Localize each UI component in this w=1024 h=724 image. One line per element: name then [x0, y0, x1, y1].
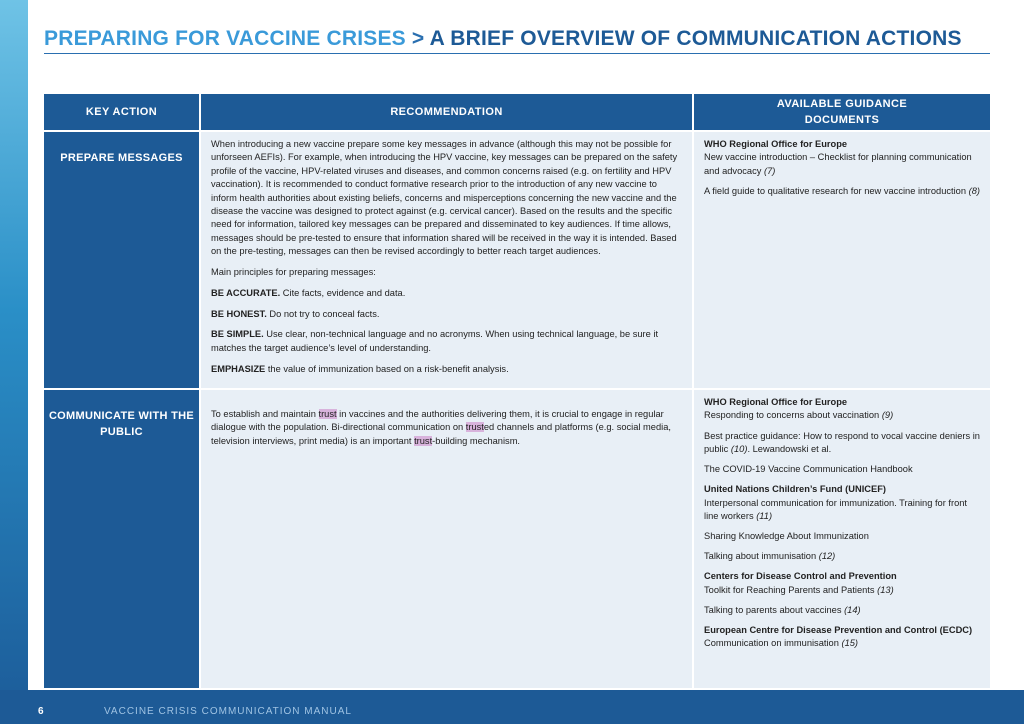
- document-entry: [704, 463, 982, 476]
- organization-name: WHO Regional Office for Europe: [704, 139, 848, 149]
- page-title: [44, 27, 962, 51]
- recommendation-text: To establish and maintain trust in vaccines and the authorities delivering them, it is crucial to engage in regular dialogue with the population. Bi-directional communication on trusted channels and platforms (e.g. social media, television interviews, print media) is an important trust-building mechanism.: [211, 409, 671, 446]
- document-entry: [704, 396, 982, 423]
- table-row-prepare-messages: [44, 130, 990, 388]
- organization-name: WHO Regional Office for Europe: [704, 397, 848, 407]
- reference-number: (14): [844, 604, 861, 615]
- organization-name: United Nations Children’s Fund (UNICEF): [704, 484, 886, 495]
- document-entry: [704, 483, 982, 523]
- page-number: 6: [38, 706, 44, 717]
- document-link[interactable]: The COVID-19 Vaccine Communication Handbook: [704, 464, 913, 474]
- principles-heading: Main principles for preparing messages:: [211, 267, 376, 278]
- reference-number: (9): [881, 410, 894, 421]
- reference-number: (8): [968, 185, 980, 196]
- title-part-1: PREPARING FOR VACCINE CRISES: [44, 27, 406, 50]
- document-link[interactable]: Talking about immunisation: [704, 551, 817, 562]
- document-entry: [704, 530, 982, 543]
- document-entry: [704, 624, 982, 651]
- header-key-action: KEY ACTION: [44, 94, 201, 130]
- reference-number: (11): [756, 510, 773, 521]
- organization-name: European Centre for Disease Prevention and Control (ECDC): [704, 624, 973, 635]
- search-highlight: trust: [465, 422, 484, 433]
- document-link[interactable]: A field guide to qualitative research for new vaccine introduction: [704, 185, 967, 196]
- table-header-row: [44, 94, 990, 130]
- manual-title: VACCINE CRISIS COMMUNICATION MANUAL: [104, 706, 352, 717]
- table-row-communicate-with-public: [44, 388, 990, 688]
- recommendation-intro: When introducing a new vaccine prepare some key messages in advance (although this may not be possible for unforseen AEFIs). For example, when introducing the HPV vaccine, key messages can be prepared on the safety profile of the vaccine, HPV-related viruses and diseases, and common concerns raised (e.g. on fertility and HPV vaccination). It is recommended to conduct formative research prior to the introduction of any new vaccine to inform health authorities about existing beliefs, concerns and misperceptions concerning the new vaccine and the disease the vaccine was designed to protect against (e.g. cervical cancer). Based on the results and the specific need for information, tailored key messages can be prepared and disseminated to key audiences. If time allows, messages should be pre-tested to ensure that information shared will be received in the way it is intended. Based on the pre-testing, messages can then be revised accordingly to better reach target audiences.: [211, 139, 678, 257]
- recommendation-cell: [201, 390, 694, 688]
- principle-item: BE HONEST. Do not try to conceal facts.: [211, 308, 380, 319]
- header-recommendation: RECOMMENDATION: [201, 94, 694, 130]
- reference-number: (12): [818, 551, 836, 562]
- document-entry: [704, 430, 982, 457]
- document-link[interactable]: New vaccine introduction – Checklist for planning communication and advocacy: [704, 152, 972, 176]
- guidance-documents-cell: [694, 390, 990, 688]
- key-action-cell: PREPARE MESSAGES: [44, 132, 201, 388]
- document-entry: [704, 138, 982, 178]
- key-action-cell: COMMUNICATE WITH THE PUBLIC: [44, 390, 201, 688]
- title-rule: [44, 53, 990, 54]
- title-separator: >: [411, 27, 425, 50]
- actions-table: [44, 94, 990, 688]
- document-author: . Lewandowski et al.: [747, 443, 832, 454]
- principle-item: BE ACCURATE. Cite facts, evidence and data.: [211, 287, 406, 298]
- document-entry: [704, 550, 982, 563]
- organization-name: Centers for Disease Control and Prevention: [704, 571, 897, 582]
- document-entry: [704, 604, 982, 617]
- guidance-documents-cell: [694, 132, 990, 388]
- reference-number: (15): [841, 638, 859, 649]
- document-link[interactable]: Communication on immunisation: [704, 638, 839, 649]
- document-link[interactable]: Responding to concerns about vaccination: [704, 410, 880, 421]
- recommendation-cell: [201, 132, 694, 388]
- edge-decoration-bar: [0, 0, 28, 690]
- principle-item: BE SIMPLE. Use clear, non-technical language and no acronyms. When using technical language, be sure it matches the target audience’s level of understanding.: [211, 329, 659, 353]
- search-highlight: trust: [318, 409, 337, 419]
- document-link[interactable]: Sharing Knowledge About Immunization: [704, 531, 869, 541]
- document-entry: [704, 185, 982, 198]
- header-guidance-documents: AVAILABLE GUIDANCE DOCUMENTS: [694, 94, 990, 130]
- document-link[interactable]: Talking to parents about vaccines: [704, 604, 842, 615]
- document-link[interactable]: Interpersonal communication for immunization. Training for front line workers: [704, 497, 968, 521]
- document-link[interactable]: Toolkit for Reaching Parents and Patients: [704, 584, 875, 595]
- reference-number: (13): [877, 584, 894, 595]
- reference-number: (10): [730, 443, 748, 454]
- document-link[interactable]: Best practice guidance: How to respond to vocal vaccine deniers in public: [704, 430, 980, 454]
- page-footer: [0, 690, 1024, 724]
- document-entry: [704, 570, 982, 597]
- title-part-2: A BRIEF OVERVIEW OF COMMUNICATION ACTIONS: [429, 27, 962, 50]
- reference-number: (7): [763, 165, 776, 176]
- search-highlight: trust: [414, 435, 433, 446]
- principle-item: EMPHASIZE the value of immunization based on a risk-benefit analysis.: [211, 363, 509, 374]
